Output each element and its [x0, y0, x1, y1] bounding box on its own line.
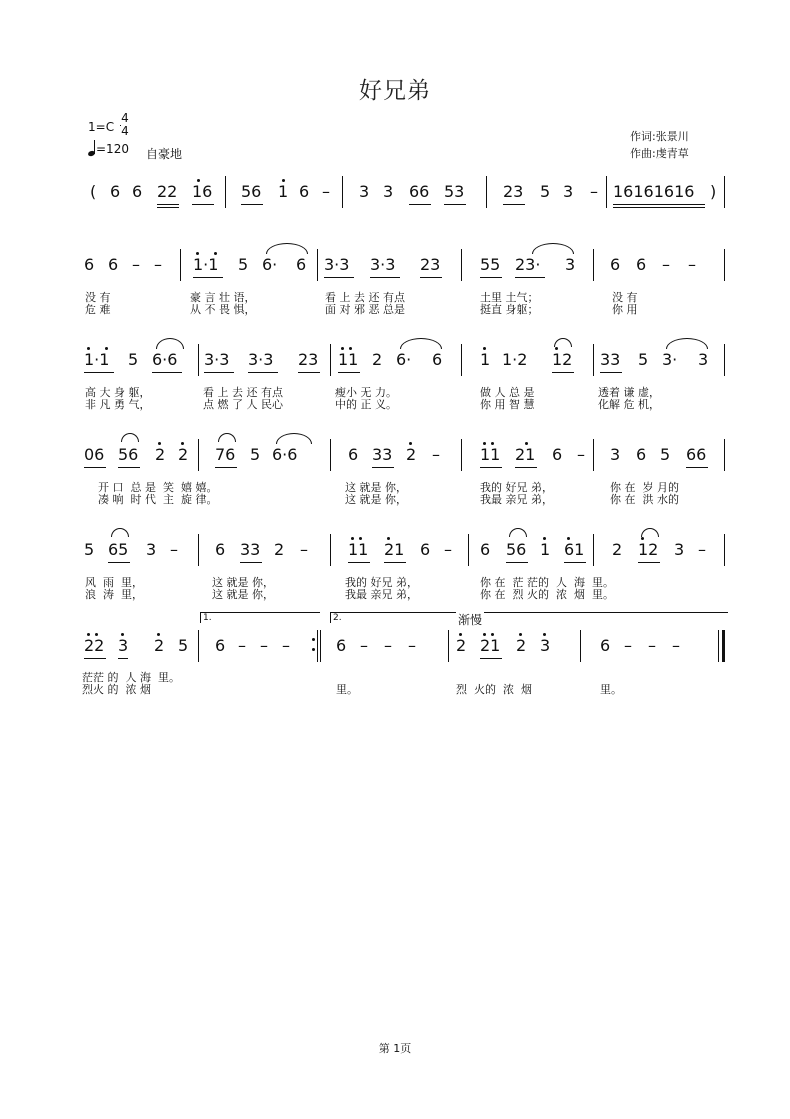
- lyric: 我的 好兄 弟，: [480, 481, 553, 494]
- score-row-3: [0, 350, 790, 390]
- note: 5: [128, 350, 139, 369]
- lyric: 茫茫 的 人 海 里。: [82, 671, 180, 684]
- note: 56: [118, 445, 139, 464]
- note: 3: [674, 540, 685, 559]
- note: 6: [110, 182, 121, 201]
- note: –: [282, 636, 290, 655]
- note: 23: [298, 350, 319, 369]
- note: 6·: [262, 255, 278, 274]
- lyricist-credit: 作词:张景川: [630, 130, 689, 143]
- lyric: 我最 亲兄 弟，: [345, 588, 418, 601]
- lyric: 你 用: [612, 303, 638, 316]
- lyrics-row-5: [0, 577, 790, 607]
- lyric: 没 有: [612, 291, 638, 304]
- note: –: [170, 540, 178, 559]
- note: 16161616: [613, 182, 695, 201]
- note: 6: [108, 255, 119, 274]
- note: 2: [155, 445, 166, 464]
- note: –: [432, 445, 440, 464]
- note: –: [322, 182, 330, 201]
- lyric: 从 不 畏 惧，: [190, 303, 256, 316]
- note: –: [624, 636, 632, 655]
- note: 21: [480, 636, 501, 655]
- note: –: [444, 540, 452, 559]
- lyric: 里。: [600, 683, 622, 696]
- note: 11: [338, 350, 359, 369]
- note: 2: [178, 445, 189, 464]
- lyric: 这 就是 你，: [345, 481, 407, 494]
- note: 23: [420, 255, 441, 274]
- score-row-2: [0, 255, 790, 295]
- volta-2: [330, 612, 728, 623]
- note: 1·2: [502, 350, 528, 369]
- note: 5: [638, 350, 649, 369]
- note: 06: [84, 445, 105, 464]
- lyric: 看 上 去 还 有点: [203, 386, 283, 399]
- lyric: 这 就是 你，: [212, 588, 274, 601]
- note: 56: [241, 182, 262, 201]
- key-signature: 1=C: [88, 120, 115, 134]
- note: 56: [506, 540, 527, 559]
- note: 2: [154, 636, 165, 655]
- lyric: 你 在 茫 茫的 人 海 里。: [480, 576, 614, 589]
- note: 2: [274, 540, 285, 559]
- note: 6·6: [152, 350, 178, 369]
- note: 3·3: [370, 255, 396, 274]
- note: 33: [240, 540, 261, 559]
- lyric: 你 在 洪 水的: [610, 493, 679, 506]
- lyric: 你 用 智 慧: [480, 398, 535, 411]
- lyric: 高 大 身 躯，: [85, 386, 151, 399]
- note: –: [132, 255, 140, 274]
- note: 12: [552, 350, 573, 369]
- note: 2: [456, 636, 467, 655]
- note: 6: [296, 255, 307, 274]
- note: 1: [480, 350, 491, 369]
- note: –: [648, 636, 656, 655]
- lyric: 做 人 总 是: [480, 386, 535, 399]
- note: 3·: [662, 350, 678, 369]
- note: 21: [515, 445, 536, 464]
- paren-open: (: [90, 182, 97, 201]
- note: 5: [660, 445, 671, 464]
- lyric: 开 口 总 是 笑 嬉 嬉。: [98, 481, 218, 494]
- time-sig-bottom: 4: [121, 124, 129, 138]
- note: 66: [686, 445, 707, 464]
- lyric: 中的 正 义。: [335, 398, 397, 411]
- lyric: 化解 危 机，: [598, 398, 660, 411]
- note: –: [688, 255, 696, 274]
- volta-2-label: 2.: [333, 613, 342, 623]
- volta-1-label: 1.: [203, 613, 212, 623]
- quarter-note-icon: [88, 140, 96, 156]
- note: 2: [372, 350, 383, 369]
- note: –: [662, 255, 670, 274]
- lyrics-row-6: [0, 672, 790, 702]
- lyric: 面 对 邪 恶 总是: [325, 303, 405, 316]
- note: 22: [84, 636, 105, 655]
- note: 6·: [396, 350, 412, 369]
- note: 3·3: [204, 350, 230, 369]
- note: 6: [432, 350, 443, 369]
- note: 3·3: [248, 350, 274, 369]
- lyric: 烈火 的 浓 烟: [82, 683, 151, 696]
- note: 33: [600, 350, 621, 369]
- note: 3·3: [324, 255, 350, 274]
- note: 6: [480, 540, 491, 559]
- lyric: 你 在 岁 月的: [610, 481, 679, 494]
- note: 65: [108, 540, 129, 559]
- note: –: [672, 636, 680, 655]
- note: 6: [348, 445, 359, 464]
- note: 6: [215, 636, 226, 655]
- lyric: 浪 涛 里，: [85, 588, 143, 601]
- note: –: [154, 255, 162, 274]
- lyric: 非 凡 勇 气，: [85, 398, 151, 411]
- note: 5: [540, 182, 551, 201]
- note: 11: [480, 445, 501, 464]
- note: 22: [157, 182, 178, 201]
- score-row-1: [0, 182, 790, 222]
- lyric: 看 上 去 还 有点: [325, 291, 405, 304]
- note: 3: [383, 182, 394, 201]
- lyric: 瘦小 无 力。: [335, 386, 397, 399]
- note: 1: [278, 182, 289, 201]
- page-number: 第 1页: [378, 1042, 412, 1055]
- note: 3: [359, 182, 370, 201]
- note: 21: [384, 540, 405, 559]
- volta-1: [200, 612, 320, 623]
- note: 6: [552, 445, 563, 464]
- lyric: 土里 土气；: [480, 291, 539, 304]
- lyric: 豪 言 壮 语，: [190, 291, 256, 304]
- score-row-6: [0, 636, 790, 676]
- expression-marking: 自豪地: [146, 147, 183, 161]
- note: 6: [600, 636, 611, 655]
- note: 6: [420, 540, 431, 559]
- note: 23: [503, 182, 524, 201]
- note: 55: [480, 255, 501, 274]
- lyrics-row-3: [0, 387, 790, 417]
- note: 6: [610, 255, 621, 274]
- lyrics-row-4: [0, 482, 790, 512]
- note: 6: [636, 255, 647, 274]
- note: –: [590, 182, 598, 201]
- lyrics-row-2: [0, 292, 790, 322]
- note: 6: [215, 540, 226, 559]
- note: 3: [118, 636, 129, 655]
- note: 1·1: [193, 255, 219, 274]
- note: 33: [372, 445, 393, 464]
- lyric: 里。: [336, 683, 358, 696]
- paren-close: ): [710, 182, 717, 201]
- note: 12: [638, 540, 659, 559]
- lyric: 烈 火的 浓 烟: [456, 683, 532, 696]
- note: 5: [178, 636, 189, 655]
- note: 6·6: [272, 445, 298, 464]
- note: 66: [409, 182, 430, 201]
- tempo-change-marking: 渐慢: [458, 613, 483, 627]
- note: 76: [215, 445, 236, 464]
- note: 11: [348, 540, 369, 559]
- tempo-value: =120: [96, 142, 129, 156]
- note: 3: [540, 636, 551, 655]
- lyric: 我的 好兄 弟，: [345, 576, 418, 589]
- note: 6: [299, 182, 310, 201]
- note: 2: [516, 636, 527, 655]
- note: 6: [132, 182, 143, 201]
- note: 2: [612, 540, 623, 559]
- note: 5: [84, 540, 95, 559]
- note: 5: [238, 255, 249, 274]
- lyric: 没 有: [85, 291, 111, 304]
- note: –: [384, 636, 392, 655]
- score-row-5: [0, 540, 790, 580]
- note: –: [360, 636, 368, 655]
- note: 2: [406, 445, 417, 464]
- note: 1: [540, 540, 551, 559]
- note: –: [238, 636, 246, 655]
- lyric: 透着 谦 虚，: [598, 386, 660, 399]
- lyric: 风 雨 里，: [85, 576, 143, 589]
- note: 61: [564, 540, 585, 559]
- note: 23·: [515, 255, 541, 274]
- time-sig-top: 4: [121, 111, 129, 125]
- note: 3: [146, 540, 157, 559]
- composer-credit: 作曲:虔青草: [630, 147, 689, 160]
- note: –: [260, 636, 268, 655]
- time-signature: [120, 112, 130, 138]
- note: 3: [565, 255, 576, 274]
- score-row-4: [0, 445, 790, 485]
- lyric: 我最 亲兄 弟，: [480, 493, 553, 506]
- note: 6: [636, 445, 647, 464]
- note: –: [698, 540, 706, 559]
- note: 5: [250, 445, 261, 464]
- song-title: 好兄弟: [359, 78, 431, 104]
- note: 6: [84, 255, 95, 274]
- lyric: 凑 响 时 代 主 旋 律。: [98, 493, 218, 506]
- note: –: [577, 445, 585, 464]
- lyric: 你 在 烈 火的 浓 烟 里。: [480, 588, 614, 601]
- lyric: 这 就是 你，: [212, 576, 274, 589]
- tempo-marking: [88, 140, 129, 156]
- note: 3: [698, 350, 709, 369]
- note: –: [408, 636, 416, 655]
- note: 1·1: [84, 350, 110, 369]
- lyric: 挺直 身躯；: [480, 303, 539, 316]
- lyric: 点 燃 了 人 民心: [203, 398, 283, 411]
- note: –: [300, 540, 308, 559]
- note: 3: [610, 445, 621, 464]
- note: 3: [563, 182, 574, 201]
- lyric: 危 难: [85, 303, 111, 316]
- lyric: 这 就是 你，: [345, 493, 407, 506]
- note: 16: [192, 182, 213, 201]
- note: 53: [444, 182, 465, 201]
- note: 6: [336, 636, 347, 655]
